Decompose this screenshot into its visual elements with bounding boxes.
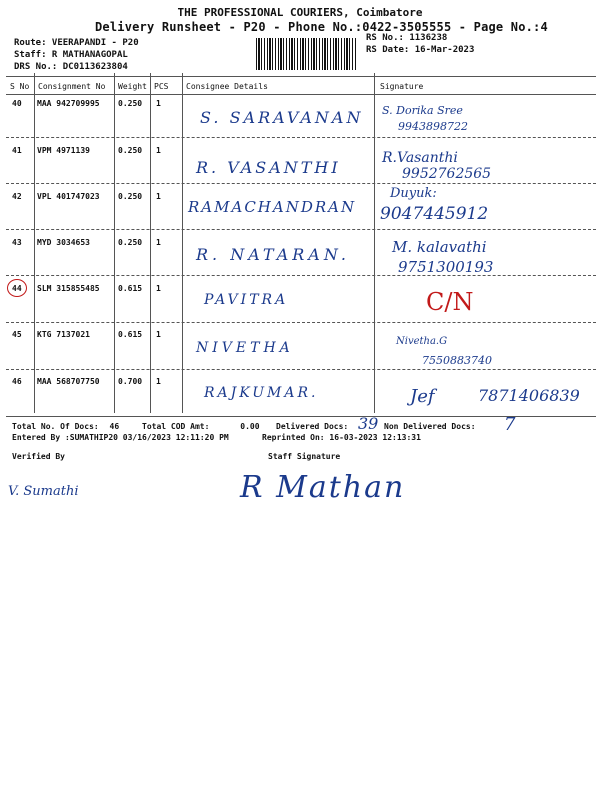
col-consignee: Consignee Details <box>186 82 268 91</box>
total-docs-value: 46 <box>109 422 120 431</box>
row-consignee: RAJKUMAR. <box>204 385 319 401</box>
row-weight: 0.615 <box>118 330 143 339</box>
rs-date: RS Date: 16-Mar-2023 <box>366 45 475 55</box>
row-phone: 7550883740 <box>422 354 492 367</box>
cod-value: 0.00 <box>240 422 260 431</box>
row-consignee: NIVETHA <box>196 340 294 356</box>
company-name: THE PROFESSIONAL COURIERS, Coimbatore <box>177 6 423 19</box>
row-sno: 42 <box>12 192 22 201</box>
row-pcs: 1 <box>156 192 161 201</box>
table-top-border <box>6 76 596 77</box>
col-sno: S No <box>10 82 30 91</box>
entered-by: Entered By :SUMATHIP20 03/16/2023 12:11:20 PM <box>12 433 229 442</box>
col-divider <box>374 73 375 413</box>
col-divider <box>150 73 151 413</box>
row-signature: M. kalavathi <box>392 238 487 256</box>
col-divider <box>114 73 115 413</box>
non-delivered-label: Non Delivered Docs: <box>384 422 476 431</box>
row-signature: Nivetha.G <box>396 336 448 347</box>
row-sno: 40 <box>12 99 22 108</box>
row-weight: 0.250 <box>118 192 143 201</box>
row-phone: 9047445912 <box>380 204 489 224</box>
delivered-docs <box>276 422 348 431</box>
route-text: Route: VEERAPANDI - P20 <box>14 38 139 48</box>
row-consignee: PAVITRA <box>204 292 289 308</box>
row-divider <box>6 322 596 323</box>
row-sno: 45 <box>12 330 22 339</box>
row-weight: 0.250 <box>118 99 143 108</box>
verifier-signature: V. Sumathi <box>8 484 79 499</box>
staff-signature: R Mathan <box>240 470 406 505</box>
row-phone: 9751300193 <box>398 258 494 276</box>
row-pcs: 1 <box>156 99 161 108</box>
reprinted-on: Reprinted On: 16-03-2023 12:13:31 <box>262 433 421 442</box>
row-consignment: MYD 3034653 <box>37 238 90 247</box>
staff-signature-label: Staff Signature <box>268 452 341 461</box>
runsheet-title: Delivery Runsheet - P20 - Phone No.:0422-3505555 - Page No.:4 <box>95 20 548 34</box>
row-sno: 41 <box>12 146 22 155</box>
row-consignee: R. NATARAN. <box>196 245 350 264</box>
row-divider <box>6 229 596 230</box>
col-divider <box>34 73 35 413</box>
row-weight: 0.700 <box>118 377 143 386</box>
row-consignee: RAMACHANDRAN <box>188 198 357 216</box>
col-consignment: Consignment No <box>38 82 106 91</box>
row-consignment: VPM 4971139 <box>37 146 90 155</box>
row-divider <box>6 369 596 370</box>
col-divider <box>182 73 183 413</box>
row-consignee: R. VASANTHI <box>196 158 341 177</box>
table-header-border <box>6 94 596 95</box>
col-signature: Signature <box>380 82 424 91</box>
cod-label: Total COD Amt: <box>142 422 210 431</box>
col-pcs: PCS <box>154 82 169 91</box>
row-signature: R.Vasanthi <box>382 150 458 166</box>
row-pcs: 1 <box>156 238 161 247</box>
row-weight: 0.250 <box>118 146 143 155</box>
row-signature: S. Dorika Sree <box>382 104 463 117</box>
row-pcs: 1 <box>156 284 161 293</box>
row-consignment: MAA 942709995 <box>37 99 100 108</box>
row-divider <box>6 275 596 276</box>
row-pcs: 1 <box>156 330 161 339</box>
row-phone: 7871406839 <box>478 386 580 405</box>
row-weight: 0.615 <box>118 284 143 293</box>
row-phone: 9952762565 <box>402 166 492 182</box>
non-delivered-count: 7 <box>504 414 516 435</box>
non-delivered-docs <box>384 422 476 431</box>
delivered-count: 39 <box>358 414 379 433</box>
barcode-image <box>256 38 356 70</box>
total-docs <box>12 422 119 431</box>
total-cod <box>142 422 260 431</box>
row-phone: 9943898722 <box>398 120 468 133</box>
drs-number: DRS No.: DC0113623804 <box>14 62 128 72</box>
delivered-label: Delivered Docs: <box>276 422 349 431</box>
row-divider <box>6 137 596 138</box>
row-weight: 0.250 <box>118 238 143 247</box>
table-header <box>6 78 596 94</box>
row-consignee: S. SARAVANAN <box>200 108 364 127</box>
row-signature: C/N <box>426 288 474 316</box>
row-divider <box>6 183 596 184</box>
row-signature: Duyuk: <box>390 186 437 201</box>
row-sno: 43 <box>12 238 22 247</box>
total-docs-label: Total No. Of Docs: <box>12 422 99 431</box>
row-signature: Jef <box>410 386 435 407</box>
row-consignment: SLM 315855485 <box>37 284 100 293</box>
staff-text: Staff: R MATHANAGOPAL <box>14 50 128 60</box>
row-sno: 44 <box>12 284 22 293</box>
row-consignment: MAA 568707750 <box>37 377 100 386</box>
row-pcs: 1 <box>156 146 161 155</box>
rs-number: RS No.: 1136238 <box>366 33 448 43</box>
row-sno: 46 <box>12 377 22 386</box>
col-weight: Weight <box>118 82 147 91</box>
row-consignment: VPL 401747023 <box>37 192 100 201</box>
row-consignment: KTG 7137021 <box>37 330 90 339</box>
verified-by-label: Verified By <box>12 452 65 461</box>
row-pcs: 1 <box>156 377 161 386</box>
